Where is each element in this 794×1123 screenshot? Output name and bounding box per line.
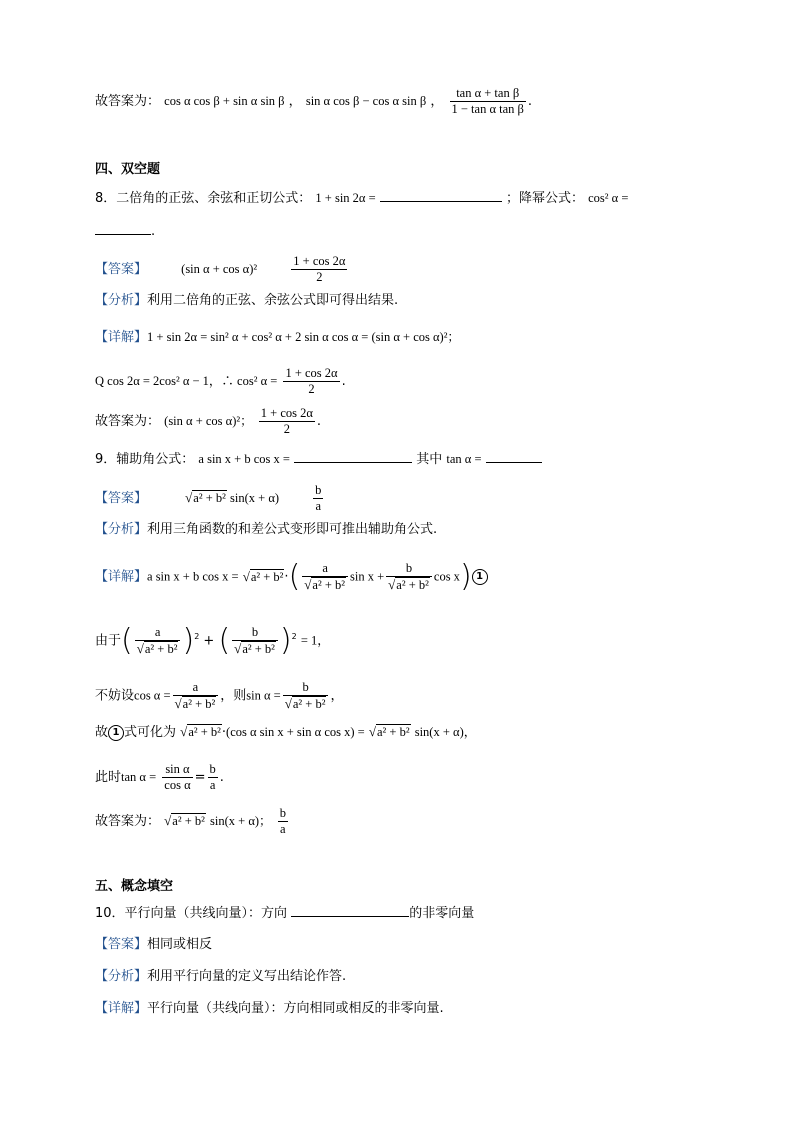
answer-prefix: 故答案为： xyxy=(95,414,161,429)
math-expr: sin(x + α)， xyxy=(414,725,477,739)
question-10-stem xyxy=(95,904,474,924)
math-fraction: $\frac{a}{\text{√a² + b²}}$ xyxy=(173,680,219,712)
answer-blank xyxy=(294,450,412,463)
question-text: 9．辅助角公式： xyxy=(95,452,195,467)
math-expr: tan α = xyxy=(121,770,157,784)
question-text: 10．平行向量（共线向量）：方向 xyxy=(95,906,288,921)
answer-tag: 【答案】 xyxy=(95,937,148,952)
math-fraction: $\frac{b}{a}$ xyxy=(279,806,286,836)
question-9-stem xyxy=(95,449,542,470)
math-expr: a sin x + b cos x = xyxy=(198,452,290,466)
q8-analysis xyxy=(95,291,398,311)
analysis-text: 利用三角函数的和差公式变形即可推出辅助角公式. xyxy=(147,522,438,537)
q9-final xyxy=(95,806,290,837)
math-expr: sin α = xyxy=(246,688,281,703)
math-fraction: $\frac{\text{tan α + tan β}}{\text{1 − tan α tan β}}$ xyxy=(451,86,524,116)
question-8-stem xyxy=(95,188,628,209)
question-text: 其中 xyxy=(416,452,443,467)
math-expr: cos x xyxy=(433,569,460,584)
math-fraction: $\frac{1 + \cos 2\alpha}{2}$ xyxy=(260,406,313,436)
math-expr: cos α = xyxy=(134,688,171,703)
q10-detail xyxy=(95,999,444,1019)
answer-tag: 【答案】 xyxy=(95,491,148,506)
math-expr: (sin α + cos α)² xyxy=(181,262,258,276)
math-expr: cos α cos β + sin α sin β xyxy=(164,94,285,108)
question-text: 的非零向量 xyxy=(409,906,475,921)
q8-detail-2: Q cos 2α = 2cos² α − 1，∴ cos² α = $\frac{1 + \cos 2\alpha}{2}$ . xyxy=(95,366,346,396)
math-fraction: $\frac{\text{sin α}}{\text{cos α}}$ xyxy=(164,762,191,792)
text: 故 xyxy=(95,725,109,740)
q7-answer-line: 故答案为： cos α cos β + sin α sin β ， sin α cos β − cos α sin β ， $\frac{\text{tan α + tan β}}{\text{1 − tan α tan β}}$ . xyxy=(95,86,533,116)
q9-then: 此时tan α = $\frac{\text{sin α}}{\text{cos α}}$ = $\frac{b}{a}$ . xyxy=(95,762,224,792)
answer-prefix: 故答案为： xyxy=(95,94,161,109)
q9-analysis xyxy=(95,520,437,540)
separator: ， xyxy=(430,94,444,109)
math-expr: sin α cos β − cos α sin β xyxy=(305,94,427,108)
math-expr: tan α = xyxy=(446,452,482,466)
detail-tag: 【详解】 xyxy=(95,330,148,345)
text: 式可化为 xyxy=(124,725,177,740)
answer-blank xyxy=(291,904,409,917)
question-text: ；降幂公式： xyxy=(505,191,584,206)
analysis-tag: 【分析】 xyxy=(95,522,148,537)
analysis-text: 利用二倍角的正弦、余弦公式即可得出结果. xyxy=(147,293,399,308)
math-expr: sin x + xyxy=(350,569,385,584)
math-fraction: $\frac{b}{\text{√a² + b²}}$ xyxy=(386,561,432,593)
math-sqrt: √a² + b² xyxy=(164,813,205,828)
q9-assume xyxy=(95,680,343,712)
section-heading: 四、双空题 xyxy=(95,162,161,177)
separator: ， xyxy=(288,94,302,109)
answer-blank xyxy=(380,189,502,202)
question-8-blank-line: . xyxy=(95,222,155,242)
circled-number-marker: 1 xyxy=(108,725,124,741)
math-fraction: $\frac{a}{\text{√a² + b²}}$ xyxy=(302,561,348,593)
answer-tag: 【答案】 xyxy=(95,262,148,277)
detail-tag: 【详解】 xyxy=(95,569,148,585)
math-sqrt: √a² + b² xyxy=(368,724,410,739)
math-expr: √a² + b² sin(x + α) xyxy=(185,490,280,505)
q8-detail xyxy=(95,327,460,348)
q9-since: 由于( $\frac{a}{\text{√a² + b²}}$ )$^2$ + ( $\frac{b}{\text{√a² + b²}}$ )$^2$ = 1， xyxy=(95,623,330,658)
math-sqrt: √a² + b² xyxy=(242,568,284,584)
circled-number-marker: 1 xyxy=(472,569,488,585)
math-expr: 1 + sin 2α = sin² α + cos² α + 2 sin α cos α = (sin α + cos α)²； xyxy=(147,330,460,344)
text: 此时 xyxy=(95,770,122,785)
text: ， xyxy=(330,688,344,704)
math-sqrt: √a² + b² xyxy=(180,724,221,739)
math-expr: (sin α + cos α)²； xyxy=(164,414,253,428)
section-heading: 五、概念填空 xyxy=(95,879,174,894)
math-expr: sin(x + α)； xyxy=(210,814,272,828)
q8-answer xyxy=(95,254,349,285)
math-expr: Q cos 2α = 2cos² α − 1，∴ cos² α = xyxy=(95,374,278,388)
detail-text: 平行向量（共线向量）：方向相同或相反的非零向量. xyxy=(147,1001,444,1016)
answer-blank xyxy=(95,222,151,235)
question-text: 8．二倍角的正弦、余弦和正切公式： xyxy=(95,191,312,206)
math-expr: a sin x + b cos x = xyxy=(147,569,239,584)
q10-answer xyxy=(95,935,212,955)
answer-blank xyxy=(486,450,542,463)
answer-prefix: 故答案为： xyxy=(95,814,161,829)
text: ，则 xyxy=(220,688,247,704)
math-expr: cos² α = xyxy=(588,191,629,205)
math-fraction: $\frac{b}{a}$ xyxy=(315,483,322,513)
math-expr: (cos α sin x + sin α cos x) = xyxy=(226,725,365,739)
math-fraction: $\frac{b}{\text{√a² + b²}}$ xyxy=(232,625,278,657)
q9-therefore: 故 1 式可化为 √a² + b²·(cos α sin x + sin α cos x) = √a² + b² sin(x + α)， xyxy=(95,724,477,740)
analysis-tag: 【分析】 xyxy=(95,293,148,308)
q9-detail: 【详解】a sin x + b cos x = √a² + b²·( $\frac{a}{\text{√a² + b²}}$ sin x + $\frac{b}{\text{√a² + b²}}$ cos x) 1 xyxy=(95,561,488,593)
analysis-text: 利用平行向量的定义写出结论作答. xyxy=(147,969,347,984)
math-fraction: $\frac{1 + \cos 2\alpha}{2}$ xyxy=(293,254,346,284)
math-fraction: $\frac{b}{a}$ xyxy=(209,762,216,792)
math-fraction: $\frac{b}{\text{√a² + b²}}$ xyxy=(283,680,329,712)
analysis-tag: 【分析】 xyxy=(95,969,148,984)
math-fraction: $\frac{1 + \cos 2\alpha}{2}$ xyxy=(285,366,338,396)
math-fraction: $\frac{a}{\text{√a² + b²}}$ xyxy=(135,625,181,657)
q9-answer xyxy=(95,483,325,514)
answer-text: 相同或相反 xyxy=(147,937,213,952)
q8-final: 故答案为： (sin α + cos α)²； $\frac{1 + \cos 2\alpha}{2}$ . xyxy=(95,406,322,436)
text: 由于 xyxy=(95,633,122,649)
detail-tag: 【详解】 xyxy=(95,1001,148,1016)
math-expr: 1 + sin 2α = xyxy=(315,191,376,205)
q10-analysis xyxy=(95,967,346,987)
text: 不妨设 xyxy=(95,688,135,704)
math-expr: = 1， xyxy=(300,633,330,648)
